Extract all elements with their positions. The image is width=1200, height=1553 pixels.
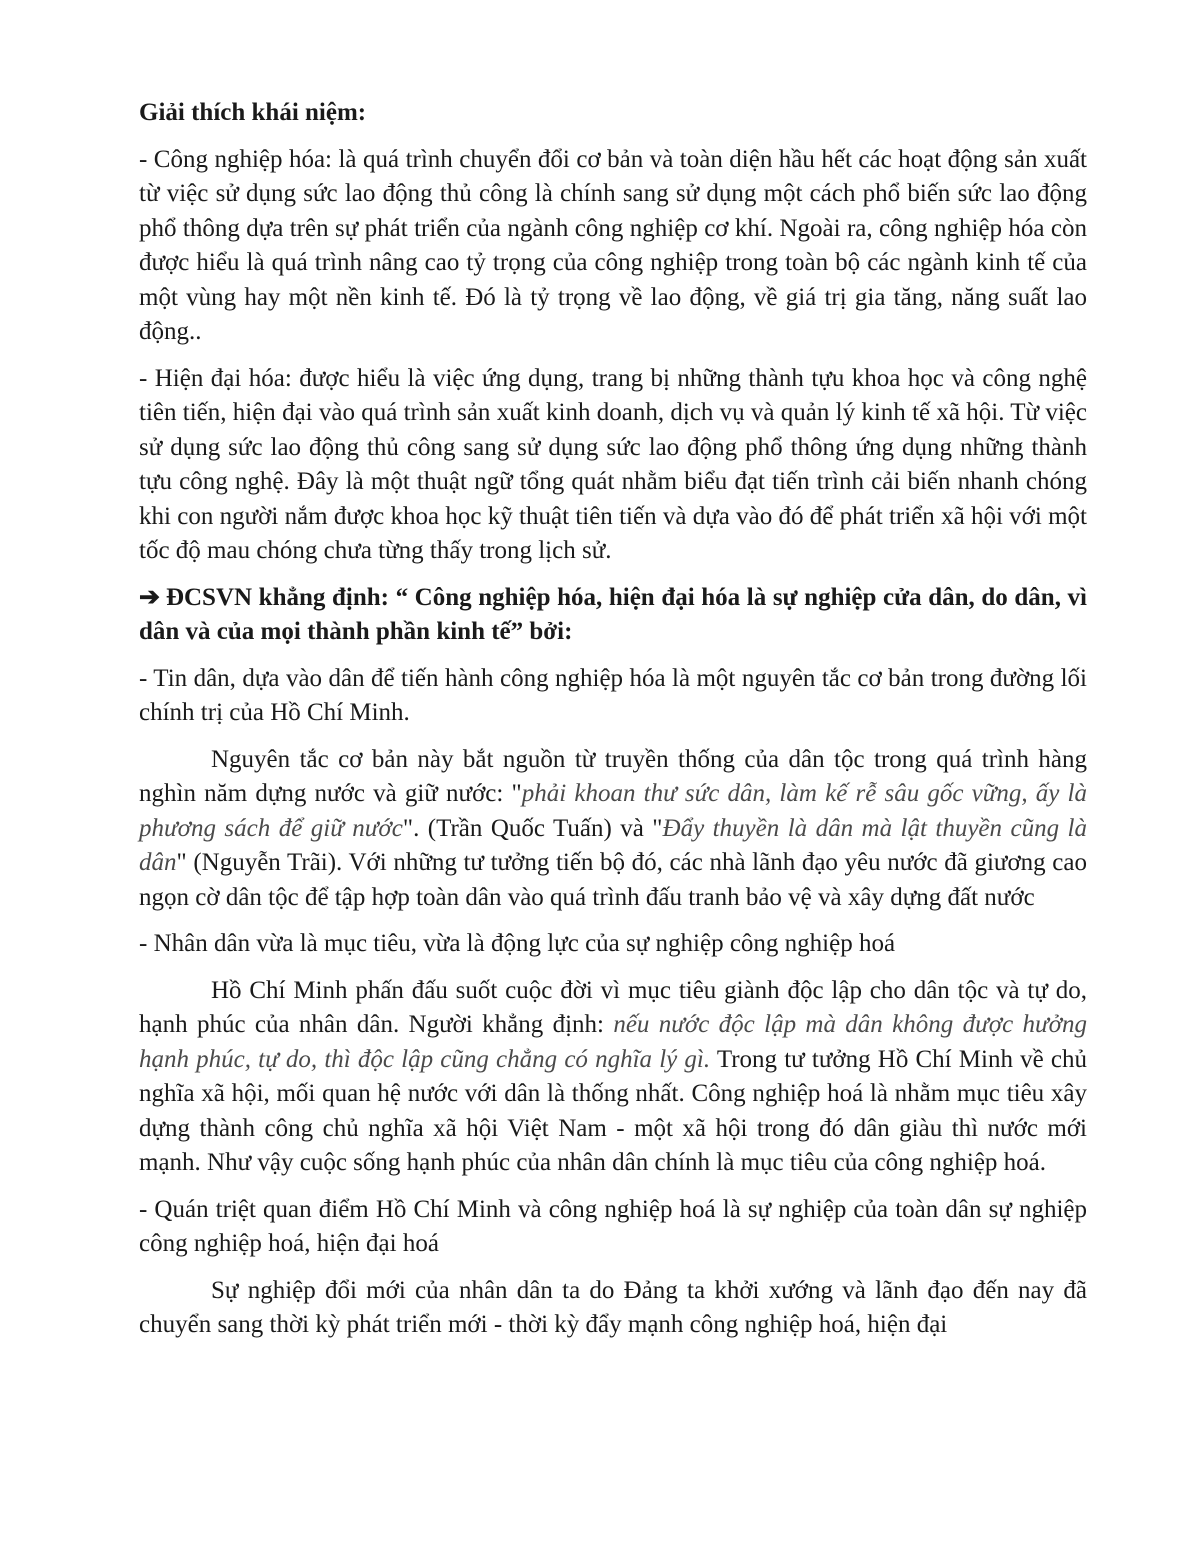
hcm-text-b: Trong tư tưởng Hồ Chí Minh về chủ nghĩa xã hội, mối quan hệ nước với dân là thống nhất. Công nghiệp hoá là nhằm mục tiêu xây dựng thành công chủ nghĩa xã hội Việt Nam - một xã hội trong đó dân giàu thì nước mới mạnh. Như vậy cuộc sống hạnh phúc của nhân dân chính là mục tiêu của công nghiệp hoá.: [139, 1045, 1087, 1176]
hcm-text-a: Hồ Chí Minh phấn đấu suốt cuộc đời vì mục tiêu giành độc lập cho dân tộc và tự do, hạnh phúc của nhân dân. Người khẳng định:: [139, 976, 1087, 1038]
paragraph-ho-chi-minh: [139, 974, 1087, 1181]
paragraph-industrialization: - Công nghiệp hóa: là quá trình chuyển đổi cơ bản và toàn diện hầu hết các hoạt động sản xuất từ việc sử dụng sức lao động thủ công là chính sang sử dụng một cách phổ biến sức lao động phổ thông dựa trên sự phát triển của ngành công nghiệp cơ khí. Ngoài ra, công nghiệp hóa còn được hiểu là quá trình nâng cao tỷ trọng của công nghiệp trong toàn bộ các ngành kinh tế của một vùng hay một nền kinh tế. Đó là tỷ trọng về lao động, về giá trị gia tăng, năng suất lao động..: [139, 145, 1087, 345]
paragraph-trust-people: - Tin dân, dựa vào dân để tiến hành công nghiệp hóa là một nguyên tắc cơ bản trong đường lối chính trị của Hồ Chí Minh.: [139, 664, 1087, 726]
quote-hcm: nếu nước độc lập mà dân không được hưởng hạnh phúc, tự do, thì độc lập cũng chẳng có nghĩa lý gì.: [139, 1011, 1087, 1073]
tradition-text-c: " (Nguyễn Trãi). Với những tư tưởng tiến bộ đó, các nhà lãnh đạo yêu nước đã giương cao ngọn cờ dân tộc để tập hợp toàn dân vào quá trình đấu tranh bảo vệ và xây dựng đất nước: [139, 849, 1087, 911]
quote-nguyen-trai: Đẩy thuyền là dân mà lật thuyền cũng là dân: [139, 814, 1087, 876]
paragraph-modernization: - Hiện đại hóa: được hiểu là việc ứng dụng, trang bị những thành tựu khoa học và công nghệ tiên tiến, hiện đại vào quá trình sản xuất kinh doanh, dịch vụ và quản lý kinh tế xã hội. Từ việc sử dụng sức lao động thủ công sang sử dụng sức lao động phổ thông ứng dụng những thành tựu công nghệ. Đây là một thuật ngữ tổng quát nhằm biểu đạt tiến trình cải biến nhanh chóng khi con người nắm được khoa học kỹ thuật tiên tiến và dựa vào đó để phát triển xã hội với một tốc độ mau chóng chưa từng thấy trong lịch sử.: [139, 364, 1087, 564]
section-heading: Giải thích khái niệm:: [139, 99, 367, 126]
quote-tran-quoc-tuan: phải khoan thư sức dân, làm kế rễ sâu gốc vững, ấy là phương sách để giữ nước: [139, 780, 1088, 842]
document-page: [139, 96, 1087, 1355]
arrow-right-icon: ➔: [139, 583, 160, 611]
paragraph-renovation: Sự nghiệp đổi mới của nhân dân ta do Đảng ta khởi xướng và lãnh đạo đến nay đã chuyển sang thời kỳ phát triển mới - thời kỳ đẩy mạnh công nghiệp hoá, hiện đại: [139, 1276, 1087, 1338]
party-statement-text: ĐCSVN khẳng định: “ Công nghiệp hóa, hiện đại hóa là sự nghiệp cửa dân, do dân, vì dân và của mọi thành phần kinh tế” bởi:: [139, 583, 1087, 645]
tradition-text-a: Nguyên tắc cơ bản này bắt nguồn từ truyền thống của dân tộc trong quá trình hàng nghìn năm dựng nước và giữ nước: ": [139, 745, 1087, 807]
paragraph-tradition: [139, 743, 1087, 916]
party-statement-heading: [139, 581, 1087, 650]
tradition-text-b: ". (Trần Quốc Tuấn) và ": [402, 814, 663, 842]
paragraph-people-goal: - Nhân dân vừa là mục tiêu, vừa là động lực của sự nghiệp công nghiệp hoá: [139, 930, 896, 957]
paragraph-thorough-understanding: - Quán triệt quan điểm Hồ Chí Minh và công nghiệp hoá là sự nghiệp của toàn dân sự nghiệp công nghiệp hoá, hiện đại hoá: [139, 1195, 1087, 1257]
